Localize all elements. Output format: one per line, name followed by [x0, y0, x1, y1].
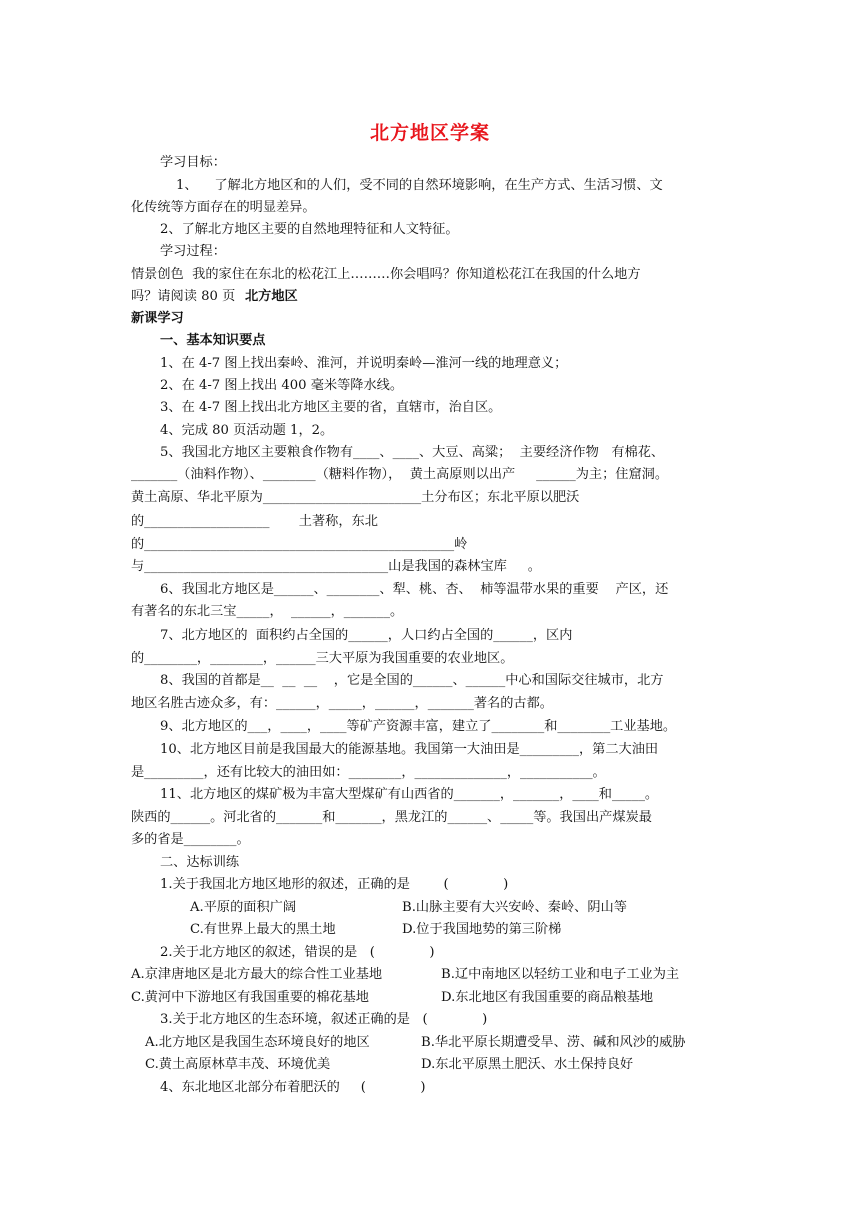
option: A.平原的面积广阔: [190, 900, 297, 915]
text-line: 与_____________________________________山是我国的森林宝库 。: [131, 559, 541, 574]
section-heading: 二、达标训练: [160, 855, 240, 870]
text-line: 的________，________，______三大平原为我国重要的农业地区。: [131, 651, 514, 666]
text-line: 吗？请阅读 80 页: [131, 289, 236, 304]
text-line: 是_________，还有比较大的油田如：________，______________，___________。: [131, 765, 606, 780]
option: C.黄河中下游地区有我国重要的棉花基地: [131, 990, 369, 1005]
option: B.华北平原长期遭受旱、涝、碱和风沙的威胁: [421, 1035, 686, 1050]
question: 1.关于我国北方地区地形的叙述，正确的是 ( ): [160, 877, 509, 892]
text-line: 的___________________ 土著称，东北: [131, 514, 378, 529]
option: A.北方地区是我国生态环境良好的地区: [145, 1035, 370, 1050]
text-line: 北方地区: [245, 289, 298, 304]
option: A.京津唐地区是北方最大的综合性工业基地: [131, 967, 383, 982]
text-line: 5、我国北方地区主要粮食作物有____、____、大豆、高粱； 主要经济作物 有棉花、: [160, 445, 665, 460]
option: C.有世界上最大的黑土地: [190, 922, 336, 937]
text-line: 4、完成 80 页活动题 1，2。: [160, 423, 334, 438]
text-line: 有著名的东北三宝_____， ______，_______。: [131, 604, 404, 619]
option: B.山脉主要有大兴安岭、秦岭、阴山等: [402, 900, 627, 915]
option: D.东北平原黑土肥沃、水土保持良好: [421, 1057, 634, 1072]
section-heading: 一、基本知识要点: [160, 333, 266, 348]
text-line: 情景创色 我的家住在东北的松花江上………你会唱吗？你知道松花江在我国的什么地方: [131, 267, 641, 282]
text-line: 2、了解北方地区主要的自然地理特征和人文特征。: [160, 222, 459, 237]
text-line: 黄土高原、华北平原为________________________土分布区；东北平原以肥沃: [131, 490, 580, 505]
question: 3.关于北方地区的生态环境，叙述正确的是 ( ): [160, 1012, 488, 1027]
text-line: 3、在 4-7 图上找出北方地区主要的省，直辖市，治自区。: [160, 400, 502, 415]
text-line: 7、北方地区的 面积约占全国的______，人口约占全国的______，区内: [160, 628, 573, 643]
question: 4、东北地区北部分布着肥沃的 ( ): [160, 1080, 426, 1095]
text-line: 6、我国北方地区是______、________、犁、桃、杏、 柿等温带水果的重要 产区，还: [160, 582, 669, 597]
text-line: 1、 了解北方地区和的人们，受不同的自然环境影响，在生产方式、生活习惯、文: [176, 178, 663, 193]
option: B.辽中南地区以轻纺工业和电子工业为主: [441, 967, 680, 982]
text-line: 1、在 4-7 图上找出秦岭、淮河，并说明秦岭—淮河一线的地理意义；: [160, 356, 568, 371]
text-line: 9、北方地区的___，____，____等矿产资源丰富，建立了________和________工业基地。: [160, 719, 677, 734]
text-line: 学习目标：: [160, 155, 226, 170]
text-line: 地区名胜古迹众多，有：______，_____，______，_______著名的古都。: [131, 696, 553, 711]
question: 2.关于北方地区的叙述，错误的是 ( ): [160, 945, 435, 960]
text-line: 化传统等方面存在的明显差异。: [131, 200, 316, 215]
document-title: 北方地区学案: [369, 122, 490, 144]
section-heading: 新课学习: [131, 311, 184, 326]
option: D.位于我国地势的第三阶梯: [402, 922, 562, 937]
text-line: 2、在 4-7 图上找出 400 毫米等降水线。: [160, 378, 404, 393]
text-line: 的_______________________________________________岭: [131, 537, 468, 552]
text-line: 11、北方地区的煤矿极为丰富大型煤矿有山西省的_______，_______，____和_____。: [160, 787, 659, 802]
option: D.东北地区有我国重要的商品粮基地: [441, 990, 654, 1005]
text-line: 多的省是________。: [131, 832, 250, 847]
text-line: 8、我国的首都是__ __ __ ，它是全国的______、______中心和国际交往城市，北方: [160, 673, 664, 688]
option: C.黄土高原林草丰茂、环境优美: [145, 1057, 331, 1072]
text-line: 10、北方地区目前是我国最大的能源基地。我国第一大油田是_________，第二大油田: [160, 742, 659, 757]
text-line: 学习过程：: [160, 244, 226, 259]
text-line: 陕西的______。河北省的_______和_______，黑龙江的______、_____等。我国出产煤炭最: [131, 810, 652, 825]
text-line: _______（油料作物）、________（糖料作物）， 黄土高原则以出产 ______为主；住窟洞。: [131, 467, 669, 482]
